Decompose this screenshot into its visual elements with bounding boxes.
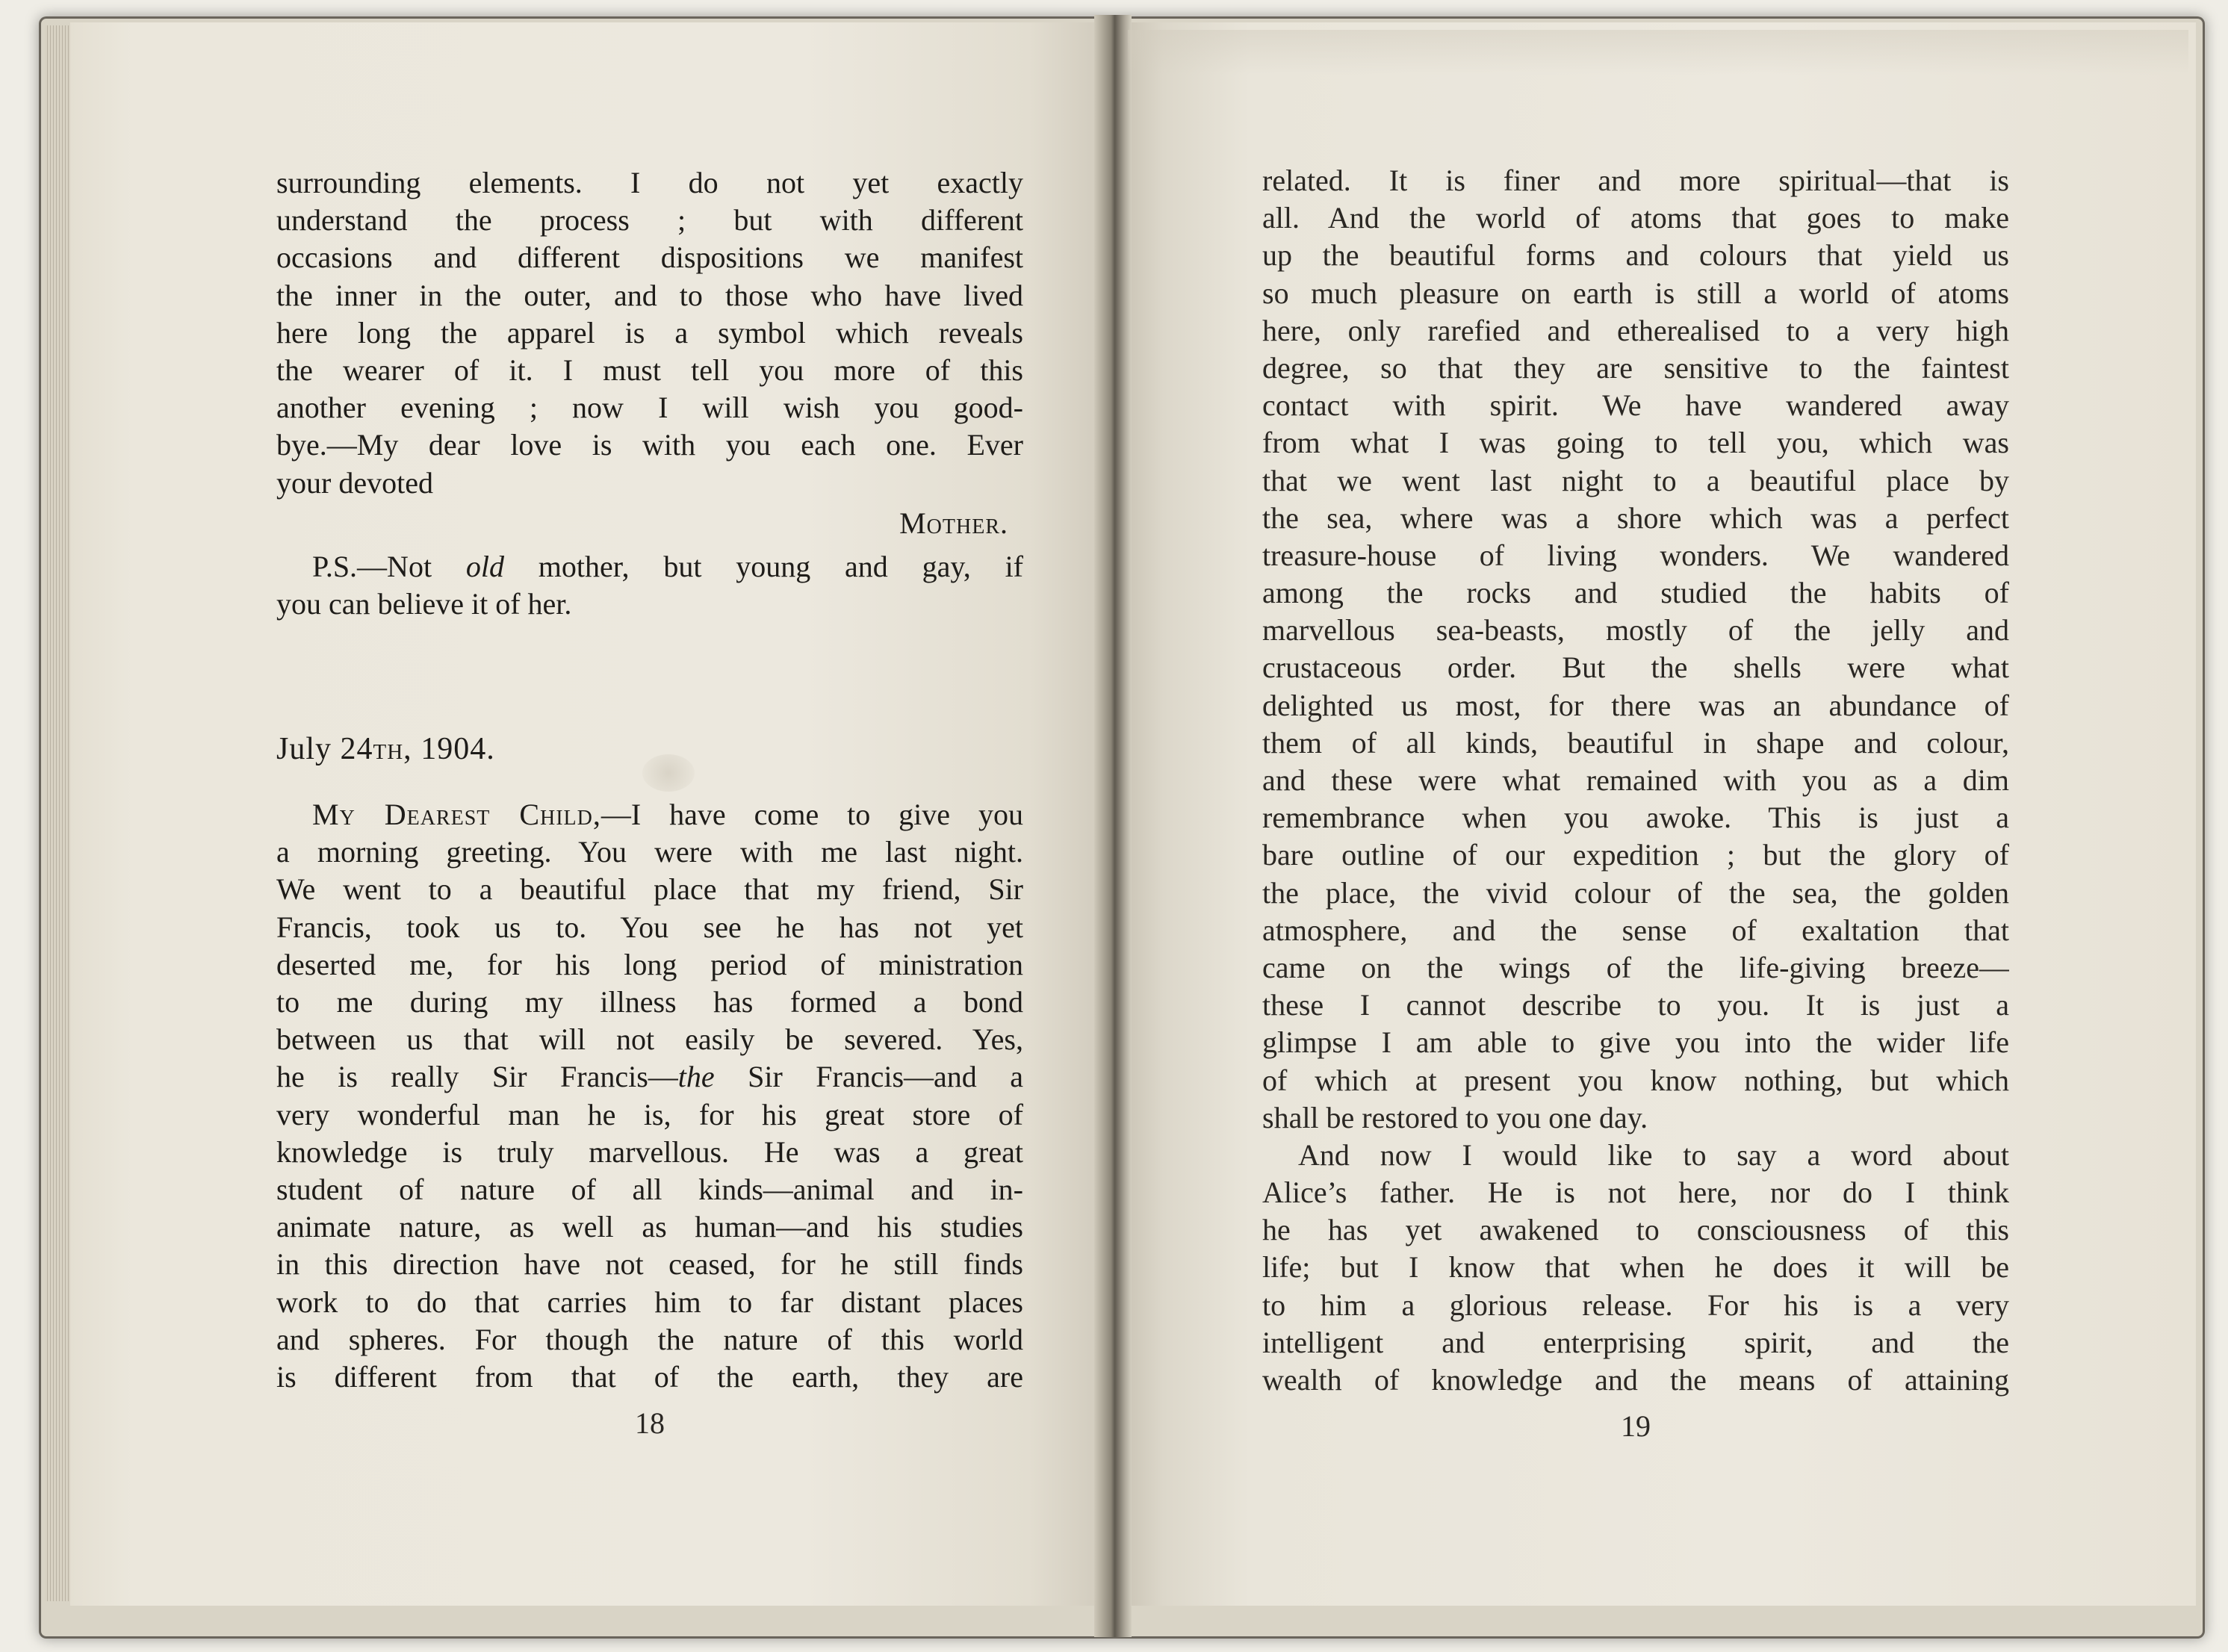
italic-emphasis: the [677, 1060, 715, 1094]
text-line: marvellous sea-beasts, mostly of the jelly and [1262, 613, 2009, 648]
text-line: atmosphere, and the sense of exaltation that [1262, 913, 2009, 947]
text-line: from what I was going to tell you, which was [1262, 426, 2009, 460]
text-line: delighted us most, for there was an abundance of [1262, 688, 2009, 722]
text-line: your devoted [276, 465, 433, 500]
spacer [276, 623, 1023, 730]
letter-date-heading [276, 730, 1023, 777]
text-line: intelligent and enterprising spirit, and the [1262, 1325, 2009, 1359]
page-edges [45, 25, 70, 1601]
text-line: very wonderful man he is, for his great store of [276, 1097, 1023, 1131]
text-line: he has yet awakened to consciousness of this [1262, 1213, 2009, 1247]
page-number-right: 19 [1621, 1409, 1651, 1443]
salutation-line [276, 796, 1023, 833]
heading-day: 24th, [340, 732, 412, 767]
text-line: work to do that carries him to far distant places [276, 1285, 1023, 1319]
text-line: and spheres. For though the nature of this world [276, 1322, 1023, 1356]
page-number-left: 18 [635, 1406, 665, 1440]
text-line: shall be restored to you one day. [1262, 1100, 1648, 1134]
text-line: contact with spirit. We have wandered away [1262, 388, 2009, 423]
text-line: the place, the vivid colour of the sea, the golden [1262, 875, 2009, 910]
text-line: these I cannot describe to you. It is just a [1262, 988, 2009, 1022]
text-line: to him a glorious release. For his is a very [1262, 1288, 2009, 1322]
text-line: to me during my illness has formed a bond [276, 985, 1023, 1019]
text-line: here long the apparel is a symbol which reveals [276, 315, 1023, 350]
text-line: bare outline of our expedition ; but the glory of [1262, 838, 2009, 872]
text-line: We went to a beautiful place that my friend, Sir [276, 872, 1023, 907]
text-line: and these were what remained with you as a dim [1262, 763, 2009, 797]
text-line: surrounding elements. I do not yet exactly [276, 166, 1023, 199]
spacer [276, 777, 1023, 796]
text-line: among the rocks and studied the habits of [1262, 576, 2009, 610]
text-line: that we went last night to a beautiful place by [1262, 463, 2009, 497]
text-line: them of all kinds, beautiful in shape and colour, [1262, 725, 2009, 760]
text-line: wealth of knowledge and the means of attaining [1262, 1363, 2009, 1397]
text-line: another evening ; now I will wish you good- [276, 391, 1023, 425]
text-line: up the beautiful forms and colours that yield us [1262, 238, 2009, 273]
text-line: knowledge is truly marvellous. He was a great [276, 1134, 1023, 1169]
text-line: between us that will not easily be severed. Yes, [276, 1022, 1023, 1057]
text-line: And now I would like to say a word about [1298, 1137, 2009, 1172]
text-line: so much pleasure on earth is still a world of atoms [1262, 276, 2009, 310]
text-line: remembrance when you awoke. This is just a [1262, 801, 2009, 835]
text-line: came on the wings of the life-giving breeze— [1262, 950, 2009, 984]
postscript-line: P.S.—Not old mother, but young and gay, if [312, 549, 1023, 583]
text-line: bye.—My dear love is with you each one. Ever [276, 428, 1023, 462]
page-shadow [1128, 30, 2188, 75]
text-line: the wearer of it. I must tell you more of this [276, 353, 1023, 387]
text-line: related. It is finer and more spiritual—that is [1262, 164, 2009, 197]
salutation-rest: —I have come to give you [601, 798, 1023, 832]
salutation: My Dearest Child, [312, 798, 601, 832]
text-line: is different from that of the earth, they are [276, 1359, 1023, 1394]
text-line: occasions and different dispositions we manifest [276, 240, 1023, 275]
text-line: treasure-house of living wonders. We wandered [1262, 538, 2009, 572]
text-line: in this direction have not ceased, for he still finds [276, 1247, 1023, 1282]
text-line: of which at present you know nothing, but which [1262, 1063, 2009, 1097]
text-line: he is really Sir Francis—the Sir Francis—and a [276, 1060, 1023, 1094]
book-gutter [1094, 15, 1132, 1637]
italic-emphasis: old [465, 549, 504, 583]
heading-month: July [276, 732, 332, 767]
text-line: the inner in the outer, and to those who have lived [276, 278, 1023, 312]
text-line: degree, so that they are sensitive to the faintest [1262, 350, 2009, 385]
text-line: the sea, where was a shore which was a perfect [1262, 500, 2009, 535]
text-line: deserted me, for his long period of ministration [276, 947, 1023, 981]
left-page-text [276, 164, 1023, 1396]
text-line: student of nature of all kinds—animal and in- [276, 1172, 1023, 1206]
signature: Mother. [899, 506, 1008, 540]
text-line: here, only rarefied and etherealised to a very high [1262, 313, 2009, 347]
text-line: crustaceous order. But the shells were what [1262, 650, 2009, 685]
heading-year: 1904. [421, 732, 495, 767]
text-line: all. And the world of atoms that goes to make [1262, 201, 2009, 235]
text-line: Alice’s father. He is not here, nor do I think [1262, 1176, 2009, 1210]
text-line: Francis, took us to. You see he has not yet [276, 910, 1023, 944]
text-line: animate nature, as well as human—and his studies [276, 1210, 1023, 1244]
text-line: glimpse I am able to give you into the wider life [1262, 1025, 2009, 1060]
text-line: life; but I know that when he does it will be [1262, 1250, 2009, 1285]
text-line: understand the process ; but with different [276, 203, 1023, 237]
text-line: a morning greeting. You were with me last night. [276, 835, 1023, 869]
right-page-text [1262, 162, 2009, 1399]
postscript-line: you can believe it of her. [276, 586, 572, 621]
